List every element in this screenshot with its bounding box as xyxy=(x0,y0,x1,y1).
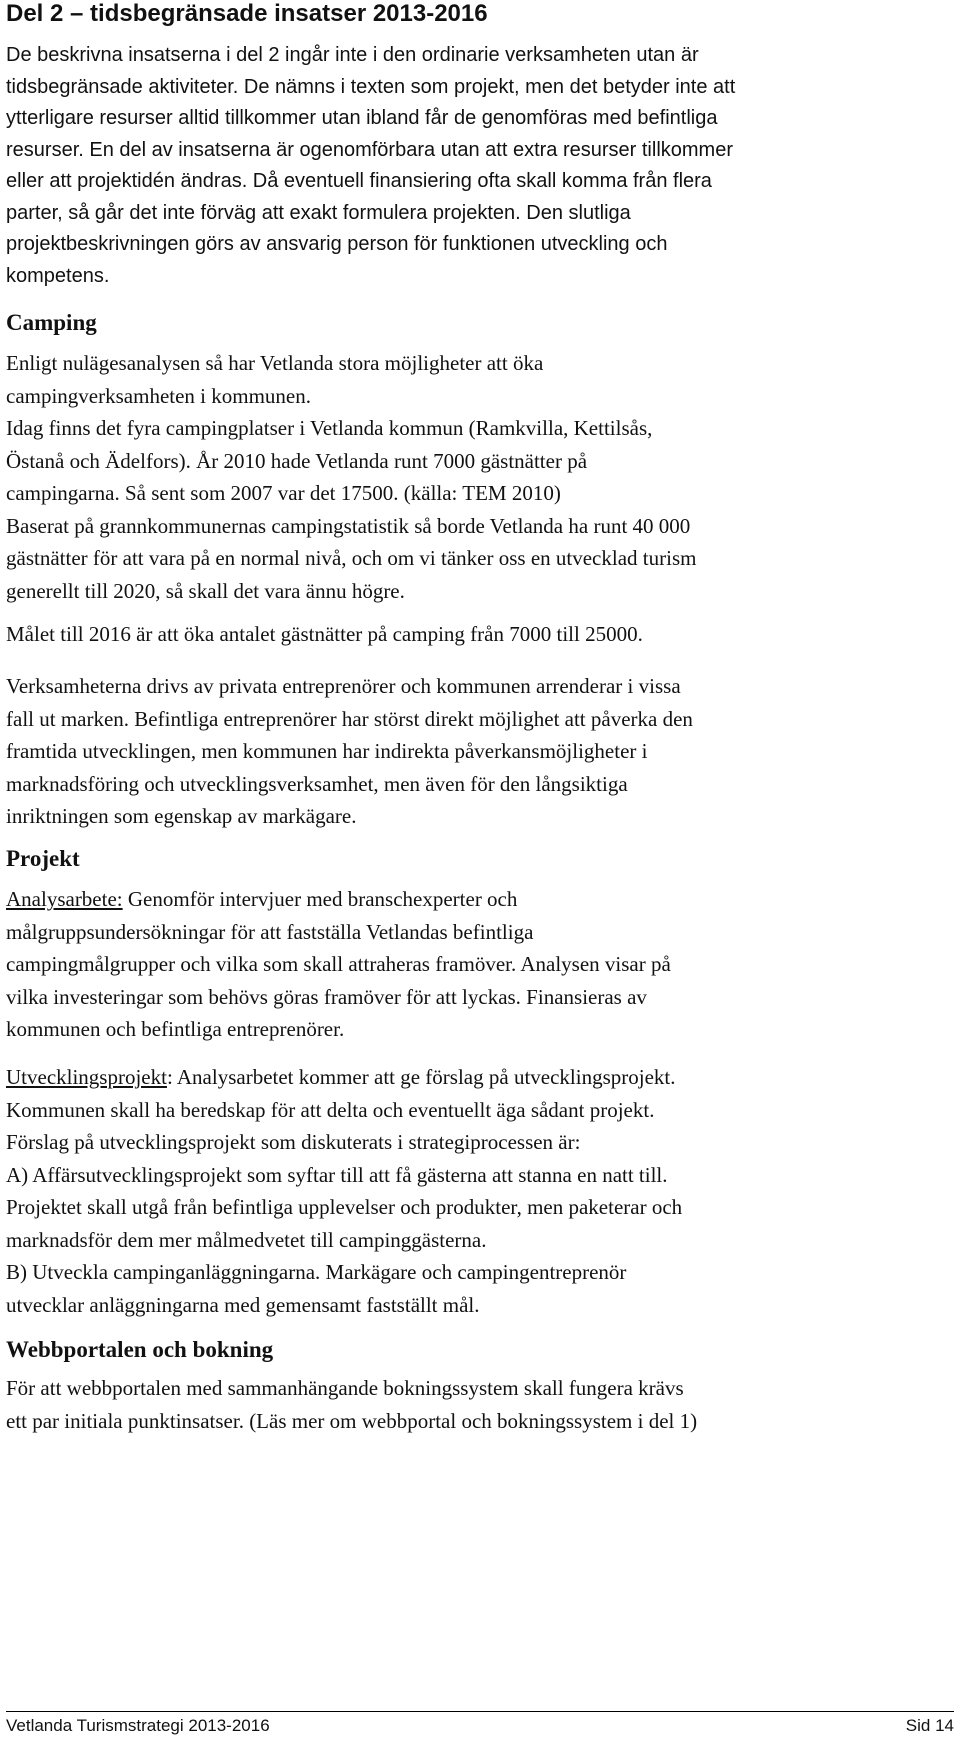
camping-line: Verksamheterna drivs av privata entreprenörer och kommunen arrenderar i vissa xyxy=(6,674,681,698)
camping-line: campingverksamheten i kommunen. xyxy=(6,383,312,408)
intro-line: parter, så går det inte förväg att exakt formulera projekten. Den slutliga xyxy=(6,201,631,224)
intro-line: kompetens. xyxy=(6,264,110,287)
analys-line: vilka investeringar som behövs göras framöver för att lyckas. Finansieras av xyxy=(6,984,647,1009)
camping-line: fall ut marken. Befintliga entreprenörer har störst direkt möjlighet att påverka den xyxy=(6,706,693,731)
intro-line: De beskrivna insatserna i del 2 ingår inte i den ordinarie verksamheten utan är xyxy=(6,44,699,66)
intro-line: resurser. En del av insatserna är ogenomförbara utan att extra resurser tillkommer xyxy=(6,138,733,161)
camping-line: marknadsföring och utvecklingsverksamhet, men även för den långsiktiga xyxy=(6,771,628,796)
footer-document-title: Vetlanda Turismstrategi 2013-2016 xyxy=(6,1716,270,1735)
analys-line: målgruppsundersökningar för att fastställa Vetlandas befintliga xyxy=(6,919,534,944)
footer-rule xyxy=(6,1711,954,1712)
camping-line: Enligt nulägesanalysen så har Vetlanda stora möjligheter att öka xyxy=(6,351,544,375)
utv-line: Förslag på utvecklingsprojekt som diskuterats i strategiprocessen är: xyxy=(6,1130,581,1154)
camping-paragraph-1 xyxy=(6,347,954,607)
utv-line: A) Affärsutvecklingsprojekt som syftar till att få gästerna att stanna en natt till. xyxy=(6,1162,668,1187)
analys-line: kommunen och befintliga entreprenörer. xyxy=(6,1017,345,1041)
camping-line: framtida utvecklingen, men kommunen har indirekta påverkansmöjligheter i xyxy=(6,739,648,763)
utvecklingsprojekt-paragraph xyxy=(6,1061,954,1321)
utvecklingsprojekt-label: Utvecklingsprojekt xyxy=(6,1065,167,1089)
camping-line: Idag finns det fyra campingplatser i Vetlanda kommun (Ramkvilla, Kettilsås, xyxy=(6,416,653,440)
analys-line: campingmålgrupper och vilka som skall attraheras framöver. Analysen visar på xyxy=(6,952,671,976)
webbportal-line: För att webbportalen med sammanhängande bokningssystem skall fungera krävs xyxy=(6,1376,684,1400)
utv-line: marknadsför dem mer målmedvetet till campinggästerna. xyxy=(6,1227,487,1252)
webbportal-heading: Webbportalen och bokning xyxy=(6,1337,274,1362)
intro-line: ytterligare resurser alltid tillkommer utan ibland får de genomföras med befintliga xyxy=(6,107,718,129)
analysarbete-label: Analysarbete: xyxy=(6,887,123,911)
section-title: Del 2 – tidsbegränsade insatser 2013-2016 xyxy=(6,0,488,27)
utv-line: Projektet skall utgå från befintliga upplevelser och produkter, men paketerar och xyxy=(6,1195,683,1219)
footer-page-number: Sid 14 xyxy=(905,1716,954,1735)
analys-line xyxy=(6,883,954,916)
intro-paragraph xyxy=(6,40,954,292)
camping-line: Östanå och Ädelfors). År 2010 hade Vetlanda runt 7000 gästnätter på xyxy=(6,448,588,473)
camping-goal xyxy=(6,618,954,651)
intro-line: tidsbegränsade aktiviteter. De nämns i texten som projekt, men det betyder inte att xyxy=(6,75,736,98)
camping-line: gästnätter för att vara på en normal nivå, och om vi tänker oss en utvecklad turism xyxy=(6,546,697,570)
camping-line: campingarna. Så sent som 2007 var det 17500. (källa: TEM 2010) xyxy=(6,481,561,505)
intro-line: projektbeskrivningen görs av ansvarig person för funktionen utveckling och xyxy=(6,233,668,255)
utv-text: : Analysarbetet kommer att ge förslag på utvecklingsprojekt. xyxy=(166,1065,676,1089)
camping-paragraph-2 xyxy=(6,670,954,833)
webbportal-paragraph xyxy=(6,1372,954,1437)
analysarbete-paragraph xyxy=(6,883,954,1046)
analys-text: Genomför intervjuer med branschexperter och xyxy=(122,887,518,911)
camping-line: Baserat på grannkommunernas campingstatistik så borde Vetlanda ha runt 40 000 xyxy=(6,513,691,538)
utv-line: Kommunen skall ha beredskap för att delta och eventuellt äga sådant projekt. xyxy=(6,1097,655,1122)
utv-line xyxy=(6,1061,954,1094)
projekt-heading: Projekt xyxy=(6,846,80,871)
utv-line: B) Utveckla campinganläggningarna. Markägare och campingentreprenör xyxy=(6,1260,627,1284)
intro-line: eller att projektidén ändras. Då eventuell finansiering ofta skall komma från flera xyxy=(6,170,712,192)
utv-line: utvecklar anläggningarna med gemensamt fastställt mål. xyxy=(6,1292,480,1317)
camping-heading: Camping xyxy=(6,310,97,335)
goal-line: Målet till 2016 är att öka antalet gästnätter på camping från 7000 till 25000. xyxy=(6,622,643,646)
webbportal-line: ett par initiala punktinsatser. (Läs mer om webbportal och bokningssystem i del 1) xyxy=(6,1408,698,1433)
camping-line: inriktningen som egenskap av markägare. xyxy=(6,804,357,828)
camping-line: generellt till 2020, så skall det vara ännu högre. xyxy=(6,578,405,603)
